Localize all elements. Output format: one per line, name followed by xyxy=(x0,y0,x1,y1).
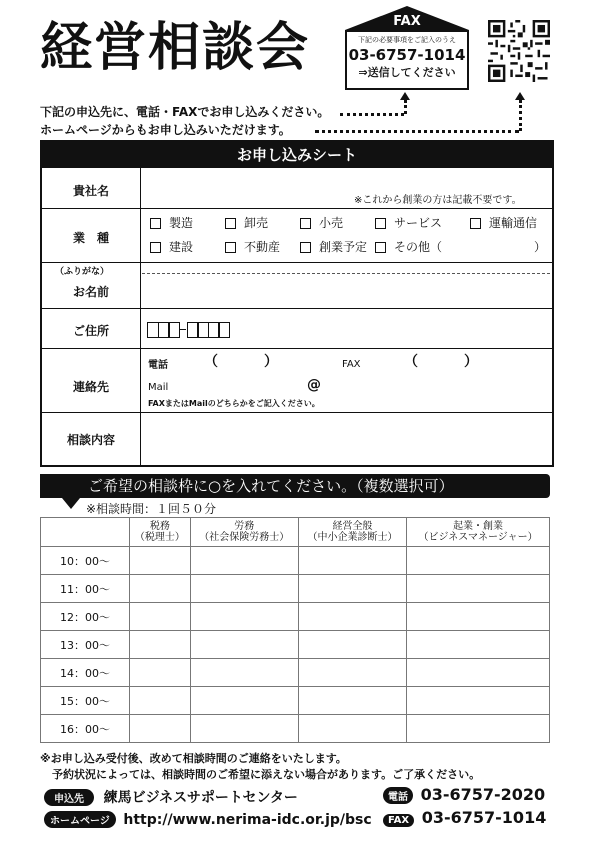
schedule-table xyxy=(40,517,550,743)
topic-field[interactable] xyxy=(142,414,550,463)
fax-paren-close: ） xyxy=(464,354,478,370)
slot-cell[interactable] xyxy=(190,687,298,715)
slot-cell[interactable] xyxy=(298,659,406,687)
slot-cell[interactable] xyxy=(130,603,191,631)
column-title: 起業・創業 xyxy=(453,520,504,532)
postal-code-boxes[interactable] xyxy=(147,319,229,338)
topic-label: 相談内容 xyxy=(66,433,115,447)
dotted-leader-1-vertical xyxy=(404,100,407,114)
industry-option-service[interactable] xyxy=(375,214,442,231)
tel-number[interactable]: 03-6757-2020 xyxy=(420,785,546,804)
slot-cell[interactable] xyxy=(130,575,191,603)
fax-badge-number: 03-6757-1014 xyxy=(348,46,466,64)
homepage-line xyxy=(44,809,372,828)
application-form xyxy=(40,140,554,467)
slot-cell[interactable] xyxy=(407,687,550,715)
column-title: 経営全般 xyxy=(332,520,373,532)
form-divider xyxy=(140,168,141,465)
slot-cell[interactable] xyxy=(130,659,191,687)
option-label: 建設 xyxy=(169,240,194,254)
industry-option-manufacturing[interactable] xyxy=(150,214,193,231)
table-row xyxy=(41,659,550,687)
slot-cell[interactable] xyxy=(407,659,550,687)
fax-badge xyxy=(345,6,469,88)
row-divider xyxy=(42,208,552,209)
furigana-label: （ふりがな） xyxy=(54,267,109,277)
consultation-duration: ※相談時間：１回５０分 xyxy=(86,502,217,516)
slot-cell[interactable] xyxy=(190,659,298,687)
table-row xyxy=(41,575,550,603)
time-slot-label: 12：00～ xyxy=(41,603,130,631)
option-label: 不動産 xyxy=(244,240,281,254)
page-title: 経営相談会 xyxy=(40,18,311,78)
slot-cell[interactable] xyxy=(298,715,406,743)
contact-note: FAXまたはMailのどちらかをご記入ください。 xyxy=(148,399,320,408)
time-slot-label: 10：00～ xyxy=(41,547,130,575)
time-slot-label: 11：00～ xyxy=(41,575,130,603)
company-note: ※これから創業の方は記載不要です。 xyxy=(354,195,522,206)
fax-badge-note: 下記の必要事項をご記入のうえ xyxy=(358,36,456,44)
time-slot-label: 13：00～ xyxy=(41,631,130,659)
industry-other-close: ） xyxy=(534,240,547,254)
slot-cell[interactable] xyxy=(407,631,550,659)
address-label: ご住所 xyxy=(72,324,109,338)
intro-line-2: ホームページからもお申し込みいただけます。 xyxy=(40,123,291,137)
address-field[interactable] xyxy=(252,308,550,347)
checkbox[interactable] xyxy=(225,242,236,253)
fax-pill: FAX xyxy=(383,814,414,827)
option-label: その他（ xyxy=(394,240,443,254)
arrow-up-icon xyxy=(400,92,410,100)
slot-cell[interactable] xyxy=(190,631,298,659)
column-subtitle: （中小企業診断士） xyxy=(307,532,398,543)
tel-line xyxy=(383,785,545,804)
schedule-banner: ご希望の相談枠に○を入れてください。（複数選択可） xyxy=(40,474,550,498)
dotted-leader-1 xyxy=(340,113,404,116)
slot-cell[interactable] xyxy=(190,715,298,743)
fax-number[interactable]: 03-6757-1014 xyxy=(421,808,547,827)
slot-cell[interactable] xyxy=(130,687,191,715)
checkbox[interactable] xyxy=(150,218,161,229)
slot-cell[interactable] xyxy=(407,603,550,631)
at-sign: @ xyxy=(307,377,321,393)
note-line-2: 予約状況によっては、相談時間のご希望に添えない場合があります。ご了承ください。 xyxy=(52,768,481,781)
fax-badge-send: ⇒送信してください xyxy=(358,66,456,79)
checkbox[interactable] xyxy=(300,218,311,229)
column-title: 労務 xyxy=(234,520,255,532)
column-header xyxy=(298,518,406,547)
notes xyxy=(40,751,480,783)
postal-dash xyxy=(180,329,186,330)
checkbox[interactable] xyxy=(300,242,311,253)
row-divider xyxy=(42,412,552,413)
checkbox[interactable] xyxy=(470,218,481,229)
table-row xyxy=(41,715,550,743)
industry-option-transport[interactable] xyxy=(470,214,537,231)
option-label: 創業予定 xyxy=(319,240,368,254)
option-label: 卸売 xyxy=(244,216,269,230)
furigana-dashed-line xyxy=(142,273,550,274)
dotted-leader-2 xyxy=(315,130,519,133)
slot-cell[interactable] xyxy=(407,575,550,603)
phone-paren-open: （ xyxy=(204,354,218,370)
fax-line xyxy=(383,808,546,827)
option-label: 小売 xyxy=(319,216,344,230)
arrow-up-icon xyxy=(515,92,525,100)
organization-name: 練馬ビジネスサポートセンター xyxy=(103,790,298,806)
apply-to-line xyxy=(44,787,298,807)
tel-pill: 電話 xyxy=(383,787,413,804)
schedule-header-row xyxy=(41,518,550,547)
note-line-1: ※お申し込み受付後、改めて相談時間のご連絡をいたします。 xyxy=(40,752,347,765)
slot-cell[interactable] xyxy=(190,603,298,631)
industry-option-construction[interactable] xyxy=(150,238,193,255)
column-header xyxy=(130,518,191,547)
name-label: お名前 xyxy=(72,285,109,299)
industry-option-realestate[interactable] xyxy=(225,238,280,255)
column-subtitle: （社会保険労務士） xyxy=(199,532,290,543)
slot-cell[interactable] xyxy=(298,687,406,715)
column-header xyxy=(407,518,550,547)
slot-cell[interactable] xyxy=(298,603,406,631)
form-heading: お申し込みシート xyxy=(42,142,552,168)
slot-cell[interactable] xyxy=(190,547,298,575)
table-row xyxy=(41,603,550,631)
slot-cell[interactable] xyxy=(298,631,406,659)
name-field[interactable] xyxy=(142,275,550,307)
column-header xyxy=(190,518,298,547)
checkbox[interactable] xyxy=(150,242,161,253)
slot-cell[interactable] xyxy=(298,575,406,603)
slot-cell[interactable] xyxy=(130,631,191,659)
qr-code-icon[interactable] xyxy=(488,20,550,82)
fax-label: FAX xyxy=(342,359,361,370)
slot-cell[interactable] xyxy=(298,547,406,575)
time-slot-label: 15：00～ xyxy=(41,687,130,715)
slot-cell[interactable] xyxy=(130,547,191,575)
apply-pill: 申込先 xyxy=(44,789,94,806)
mail-field[interactable] xyxy=(182,378,542,396)
checkbox[interactable] xyxy=(225,218,236,229)
fax-paren-open: （ xyxy=(404,354,418,370)
postal-digit-box[interactable] xyxy=(168,322,180,338)
homepage-url[interactable]: http://www.nerima-idc.or.jp/bsc xyxy=(123,812,372,828)
slot-cell[interactable] xyxy=(407,547,550,575)
furigana-field[interactable] xyxy=(142,262,550,273)
industry-option-wholesale[interactable] xyxy=(225,214,268,231)
checkbox[interactable] xyxy=(375,242,386,253)
column-subtitle: （税理士） xyxy=(134,532,185,543)
fax-badge-body xyxy=(345,30,469,90)
table-row xyxy=(41,547,550,575)
time-slot-label: 14：00～ xyxy=(41,659,130,687)
company-label: 貴社名 xyxy=(72,184,109,198)
option-label: 製造 xyxy=(169,216,194,230)
table-row xyxy=(41,687,550,715)
phone-label: 電話 xyxy=(148,360,168,371)
industry-label: 業 種 xyxy=(72,231,109,245)
column-subtitle: （ビジネスマネージャー） xyxy=(418,532,538,543)
mail-label: Mail xyxy=(148,382,169,393)
fax-field[interactable] xyxy=(420,352,548,370)
fax-badge-label: FAX xyxy=(393,14,421,29)
banner-pointer xyxy=(62,498,80,509)
contact-label: 連絡先 xyxy=(72,380,109,394)
homepage-pill: ホームページ xyxy=(44,811,116,828)
checkbox[interactable] xyxy=(375,218,386,229)
slot-cell[interactable] xyxy=(407,715,550,743)
time-slot-label: 16：00～ xyxy=(41,715,130,743)
slot-cell[interactable] xyxy=(130,715,191,743)
phone-paren-close: ） xyxy=(264,354,278,370)
industry-option-retail[interactable] xyxy=(300,214,343,231)
table-row xyxy=(41,631,550,659)
dotted-leader-2-vertical xyxy=(519,100,522,131)
intro-line-1: 下記の申込先に、電話・FAXでお申し込みください。 xyxy=(40,105,330,119)
postal-digit-box[interactable] xyxy=(218,322,230,338)
row-divider xyxy=(42,348,552,349)
option-label: 運輸通信 xyxy=(489,216,538,230)
column-title: 税務 xyxy=(149,520,170,532)
slot-cell[interactable] xyxy=(190,575,298,603)
header-corner xyxy=(41,518,130,547)
industry-option-startup[interactable] xyxy=(300,238,367,255)
option-label: サービス xyxy=(394,216,443,230)
industry-option-other[interactable] xyxy=(375,238,442,255)
